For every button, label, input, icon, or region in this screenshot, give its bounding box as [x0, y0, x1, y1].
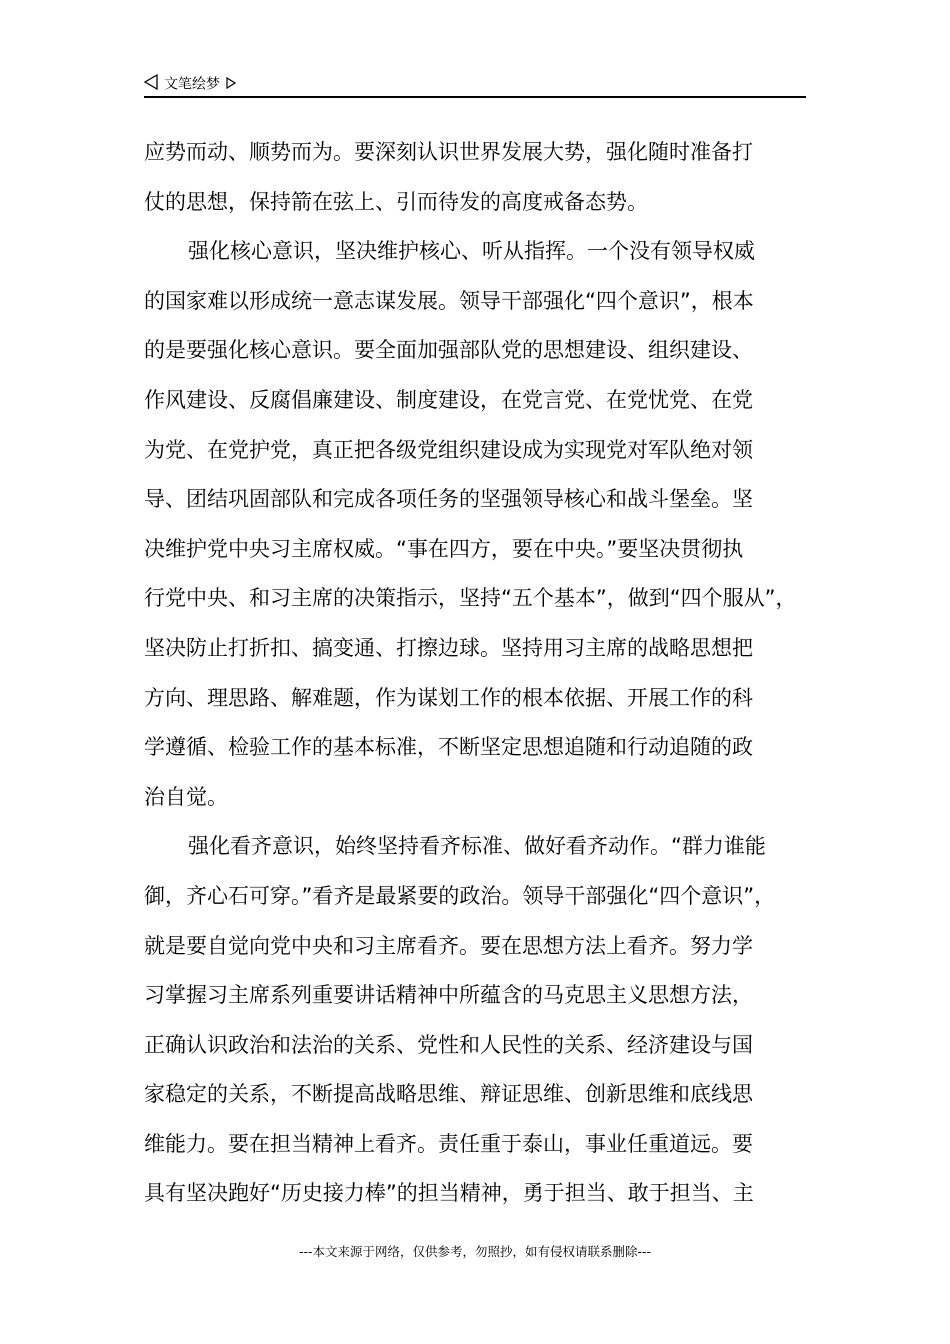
header-title: 文笔绘梦: [164, 76, 220, 93]
text-line: 学遵循、检验工作的基本标准，不断坚定思想追随和行动追随的政: [144, 735, 753, 760]
text-line: 的国家难以形成统一意志谋发展。领导干部强化“四个意识”，根本: [144, 288, 754, 313]
text-line: 为党、在党护党，真正把各级党组织建设成为实现党对军队绝对领: [144, 437, 753, 462]
text-line: 导、团结巩固部队和完成各项任务的坚强领导核心和战斗堡垒。坚: [144, 487, 753, 512]
page-header: [144, 70, 806, 98]
text-line: 方向、理思路、解难题，作为谋划工作的根本依据、开展工作的科: [144, 685, 753, 710]
text-line: 坚决防止打折扣、搞变通、打擦边球。坚持用习主席的战略思想把: [144, 635, 753, 660]
text-line: 强化核心意识，坚决维护核心、听从指挥。一个没有领导权威: [188, 239, 755, 264]
text-line: 作风建设、反腐倡廉建设、制度建设，在党言党、在党忧党、在党: [144, 387, 753, 412]
triangle-right-icon: [226, 76, 236, 94]
text-line: 御，齐心石可穿。”看齐是最紧要的政治。领导干部强化“四个意识”，: [144, 883, 776, 908]
text-line: 决维护党中央习主席权威。“事在四方，要在中央。”要坚决贯彻执: [144, 536, 744, 561]
text-line: 习掌握习主席系列重要讲话精神中所蕴含的马克思主义思想方法，: [144, 983, 753, 1008]
text-line: 家稳定的关系，不断提高战略思维、辩证思维、创新思维和底线思: [144, 1082, 753, 1107]
text-line: 行党中央、和习主席的决策指示，坚持“五个基本”，做到“四个服从”，: [144, 586, 797, 611]
text-line: 具有坚决跑好“历史接力棒”的担当精神，勇于担当、敢于担当、主: [144, 1181, 754, 1206]
text-line: 治自觉。: [144, 784, 228, 809]
document-body: [144, 128, 808, 1219]
text-line: 应势而动、顺势而为。要深刻认识世界发展大势，强化随时准备打: [144, 140, 753, 164]
header-content: [144, 74, 236, 95]
page-footer: ---本文来源于网络，仅供参考，勿照抄，如有侵权请联系删除---: [298, 1244, 652, 1259]
text-line: 的是要强化核心意识。要全面加强部队党的思想建设、组织建设、: [144, 338, 753, 363]
text-line: 维能力。要在担当精神上看齐。责任重于泰山，事业任重道远。要: [144, 1131, 753, 1156]
text-line: 正确认识政治和法治的关系、党性和人民性的关系、经济建设与国: [144, 1032, 753, 1057]
triangle-left-icon: [144, 74, 158, 95]
text-line: 强化看齐意识，始终坚持看齐标准、做好看齐动作。“群力谁能: [188, 834, 766, 859]
text-line: 仗的思想，保持箭在弦上、引而待发的高度戒备态势。: [144, 189, 648, 214]
text-line: 就是要自觉向党中央和习主席看齐。要在思想方法上看齐。努力学: [144, 933, 753, 958]
